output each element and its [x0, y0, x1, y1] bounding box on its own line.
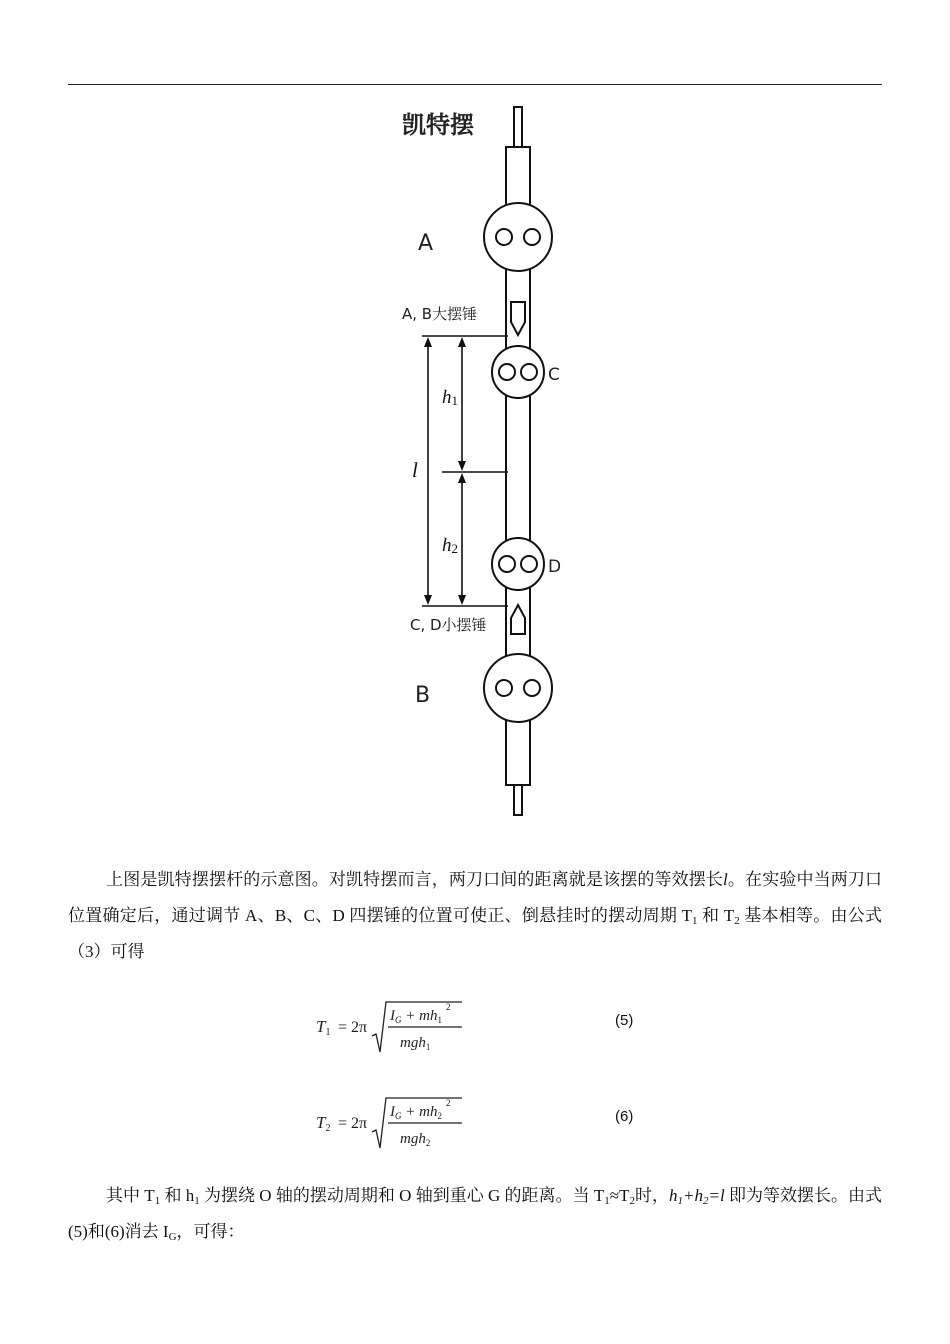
label-A: A: [418, 231, 434, 256]
label-knife-AB: A, B大摆锤: [402, 305, 478, 323]
svg-text:h2: [442, 535, 458, 556]
top-rod: [514, 107, 522, 147]
label-h1-sub: 1: [451, 393, 458, 408]
paragraph-1: 上图是凯特摆摆杆的示意图。对凯特摆而言，两刀口间的距离就是该摆的等效摆长l。在实验中当两刀口位置确定后，通过调节 A、B、C、D 四摆锤的位置可使正、倒悬挂时的摆动周期 $T_1$ 和 $T_2$ 基本相等。由公式（3）可得: [68, 870, 883, 961]
label-C: C: [548, 365, 560, 385]
svg-text:2: 2: [446, 1002, 451, 1012]
formula-5: [312, 996, 482, 1060]
bottom-rod: [514, 785, 522, 815]
kater-pendulum-figure: [360, 95, 580, 825]
weight-B: [484, 654, 552, 722]
label-B: B: [415, 683, 431, 708]
label-h2-sub: 2: [451, 541, 458, 556]
svg-text:IG + mh1: $I_G + mh_1$: [390, 1008, 442, 1025]
label-l: l: [412, 458, 418, 482]
label-h2: h: [442, 535, 452, 556]
figure-title: 凯特摆: [402, 111, 474, 139]
header-rule: [68, 84, 882, 85]
svg-text:2: 2: [446, 1098, 451, 1108]
svg-text:T1: T1: [316, 1017, 331, 1038]
svg-text:= 2π: = 2π: [338, 1115, 368, 1132]
svg-text:h1: [442, 387, 458, 408]
svg-text:= 2π: = 2π: [338, 1019, 368, 1036]
svg-text:T2: T2: [316, 1113, 331, 1134]
svg-text:mgh2: mgh$_2$: [400, 1131, 431, 1148]
equation-number-5: (5): [615, 1012, 634, 1029]
equation-number-6: (6): [615, 1108, 634, 1125]
label-h1: h: [442, 387, 452, 408]
svg-text:mgh1: mgh$_1$: [400, 1035, 431, 1052]
formula-6: [312, 1092, 482, 1156]
svg-text:IG + mh2: $I_G + mh_2$: [390, 1104, 442, 1121]
label-D: D: [548, 557, 562, 577]
label-knife-CD: C, D小摆锤: [410, 616, 487, 634]
weight-A: [484, 203, 552, 271]
paragraph-2: 其中 $T_1$ 和 $h_1$ 为摆绕 O 轴的摆动周期和 O 轴到重心 G 的距离。当 $T_1\approx T_2$时，$h_1+h_2=l$ 即为等效摆长。由式(5)和(6)消去 $I_G$，可得：: [68, 1186, 883, 1243]
